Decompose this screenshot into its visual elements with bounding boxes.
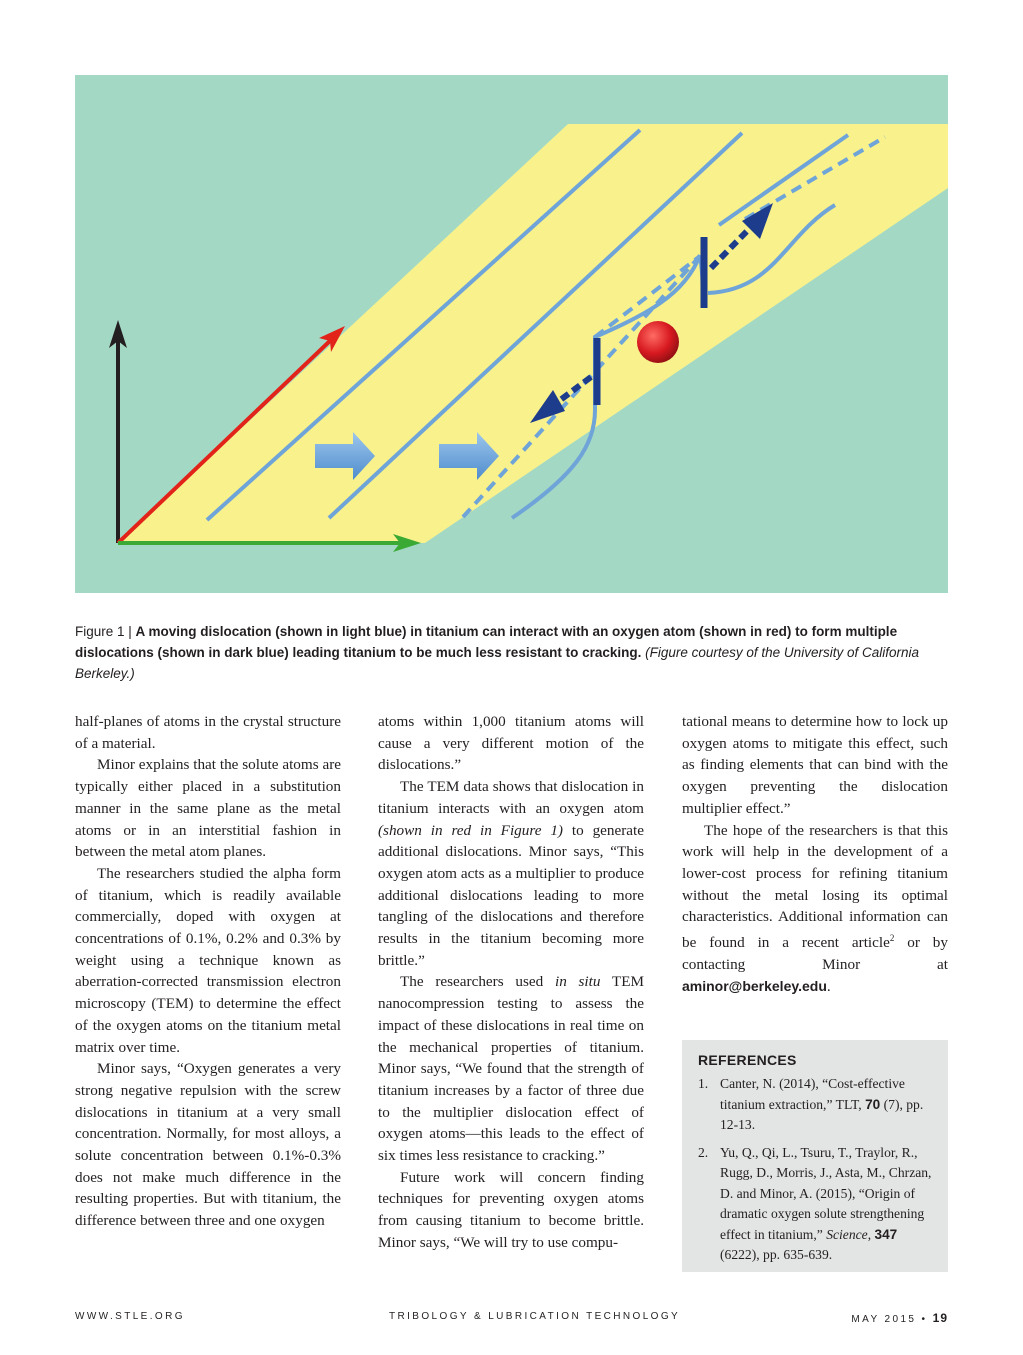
slip-band bbox=[118, 124, 948, 543]
reference-text: (7), pp. 12-13. bbox=[720, 1096, 924, 1132]
reference-item bbox=[698, 1143, 934, 1266]
footnote-ref[interactable]: 2 bbox=[889, 933, 895, 944]
reference-item bbox=[698, 1074, 934, 1136]
paragraph bbox=[378, 776, 644, 971]
paragraph bbox=[682, 820, 948, 998]
italic-run: (shown in red in Figure 1) bbox=[378, 821, 563, 839]
paragraph: Minor says, “Oxygen generates a very strong negative repulsion with the screw dislocations in titanium at a very small concentration. Normally, for most alloys, a solute concentration between 0.1%-0.3% does not make much difference in the resulting properties. But with titanium, the difference between three and one oxygen bbox=[75, 1060, 341, 1230]
paragraph: The researchers studied the alpha form of titanium, which is readily available commercially, doped with oxygen at concentrations of 0.1%, 0.2% and 0.3% by weight using a technique known as aberration-corrected transmission electron microscopy (TEM) to determine the effect of the oxygen atoms on the titanium metal matrix over time. bbox=[75, 864, 341, 1056]
footer-website[interactable]: WWW.STLE.ORG bbox=[75, 1311, 185, 1322]
reference-journal: Science bbox=[826, 1226, 868, 1242]
reference-number: 1. bbox=[698, 1076, 709, 1091]
paragraph: half-planes of atoms in the crystal structure of a material. bbox=[75, 713, 341, 752]
dislocation-figure bbox=[75, 75, 948, 593]
reference-number: 2. bbox=[698, 1144, 709, 1160]
reference-text: Canter, N. (2014), “Cost-effective titanium extraction,” TLT, bbox=[720, 1076, 905, 1112]
reference-volume: 347 bbox=[874, 1226, 898, 1242]
figure-caption bbox=[75, 621, 948, 684]
article-column-1 bbox=[75, 711, 341, 1232]
text-run: TEM nanocompression testing to assess the impact of these dislocations in real time on the mechanical properties of titanium. Minor says, “We found that the strength of titanium increases by a factor of three due to the multiplier dislocation effect of oxygen atoms—this leads to the effect of six times less resistance to cracking.” bbox=[378, 973, 644, 1165]
reference-text: (6222), pp. 635-639. bbox=[720, 1247, 833, 1262]
text-run: or by contacting Minor at bbox=[682, 934, 948, 973]
caption-credit: (Figure courtesy of the University of California Berkeley.) bbox=[75, 645, 919, 681]
paragraph: tational means to determine how to lock up oxygen atoms to mitigate this effect, such as finding elements that can bind with the oxygen preventing the dislocation multiplier effect.” bbox=[682, 713, 948, 817]
references-list bbox=[698, 1074, 934, 1266]
paragraph: Future work will concern finding techniques for preventing oxygen atoms from causing titanium to become brittle. Minor says, “We will try to use compu- bbox=[378, 1168, 644, 1251]
text-run: The TEM data shows that dislocation in titanium interacts with an oxygen atom bbox=[378, 778, 644, 817]
reference-text: , bbox=[867, 1226, 875, 1242]
text-run: to generate additional dislocations. Minor says, “This oxygen atom acts as a multiplier to produce additional dislocations leading to more tangling of the dislocations and therefore results in the titanium becoming more brittle.” bbox=[378, 821, 644, 969]
oxygen-atom bbox=[637, 321, 679, 363]
footer-date-page bbox=[851, 1311, 948, 1325]
paragraph: Minor explains that the solute atoms are typically either placed in a substitution manner in the same plane as the metal atoms or in an interstitial fashion in between the metal atom planes. bbox=[75, 756, 341, 861]
text-run: The researchers used bbox=[400, 973, 555, 991]
footer-date: MAY 2015 • bbox=[851, 1314, 933, 1325]
article-column-3 bbox=[682, 711, 948, 997]
article-column-2 bbox=[378, 711, 644, 1254]
paragraph: atoms within 1,000 titanium atoms will cause a very different motion of the dislocations.” bbox=[378, 713, 644, 774]
caption-text: A moving dislocation (shown in light blue) in titanium can interact with an oxygen atom (shown in red) to form multiple dislocations (shown in dark blue) leading titanium to be much less resistant to cracking. bbox=[75, 624, 898, 660]
page-number: 19 bbox=[932, 1311, 948, 1325]
references-box bbox=[682, 1040, 948, 1272]
footer-publication: TRIBOLOGY & LUBRICATION TECHNOLOGY bbox=[389, 1311, 681, 1322]
caption-label: Figure 1 | bbox=[75, 624, 136, 639]
reference-text: Yu, Q., Qi, L., Tsuru, T., Traylor, R., Rugg, D., Morris, J., Asta, M., Chrzan, D. and Minor, A. (2015), “Origin of dramatic oxygen solute strengthening effect in titanium,” bbox=[720, 1144, 932, 1242]
text-run: . bbox=[826, 977, 831, 995]
dislocation-diagram bbox=[75, 75, 948, 593]
email-link[interactable]: aminor@berkeley.edu bbox=[682, 977, 827, 994]
italic-run: in situ bbox=[554, 973, 601, 991]
reference-volume: 70 bbox=[865, 1096, 881, 1112]
paragraph bbox=[378, 971, 644, 1166]
text-run: The hope of the researchers is that this work will help in the development of a lower-cost process for refining titanium without the metal losing its optimal characteristics. Additional information can be found in a recent article bbox=[682, 821, 948, 952]
references-heading: REFERENCES bbox=[698, 1052, 797, 1068]
